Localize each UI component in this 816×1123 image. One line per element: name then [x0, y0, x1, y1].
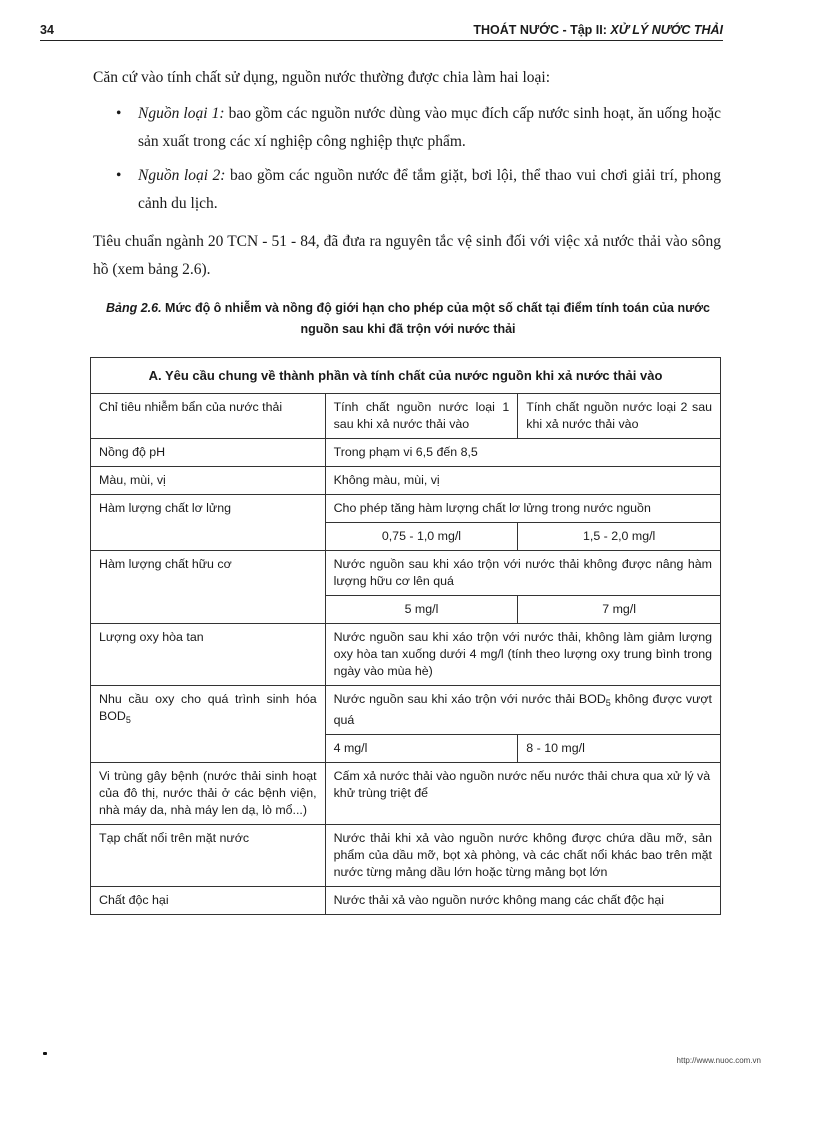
table-row: [91, 495, 721, 523]
footer-url: http://www.nuoc.com.vn: [676, 1056, 761, 1065]
bullet-icon: •: [116, 167, 122, 184]
table-caption: [93, 298, 723, 340]
bod-value-type1: 4 mg/l: [325, 735, 518, 763]
section-a-header: A. Yêu cầu chung về thành phần và tính chất của nước nguồn khi xả nước thải vào: [91, 358, 721, 394]
oxygen-value: Nước nguồn sau khi xáo trộn với nước thải, không làm giảm lượng oxy hòa tan xuống dưới 4 mg/l (tính theo lượng oxy trung bình trong ngày vào mùa hè): [325, 624, 720, 686]
bod-label-text: Nhu cầu oxy cho quá trình sinh hóa BOD: [99, 692, 317, 723]
float-value: Nước thải khi xả vào nguồn nước không được chứa dầu mỡ, sản phẩm của dầu mỡ, bọt xà phòng, và các chất nổi khác bao trên mặt nước từng mảng dầu lớn hoặc từng mảng bọt lớn: [325, 825, 720, 887]
organic-note: Nước nguồn sau khi xáo trộn với nước thải không được nâng hàm lượng hữu cơ lên quá: [325, 551, 720, 596]
table-caption-label: Bảng 2.6.: [106, 301, 162, 315]
organic-value-type1: 5 mg/l: [325, 596, 518, 624]
table-row: [91, 467, 721, 495]
intro-paragraph: Căn cứ vào tính chất sử dụng, nguồn nước thường được chia làm hai loại:: [93, 69, 551, 86]
table-row: [91, 551, 721, 596]
table-row: [91, 439, 721, 467]
column-header-indicator: Chỉ tiêu nhiễm bẩn của nước thải: [91, 394, 326, 439]
scan-speck: [43, 1052, 47, 1055]
bod-note-subscript: 5: [605, 698, 611, 708]
bullet-item: [116, 162, 721, 218]
bullet-icon: •: [116, 105, 122, 122]
standard-paragraph: Tiêu chuẩn ngành 20 TCN - 51 - 84, đã đưa ra nguyên tắc vệ sinh đối với việc xả nước thải vào sông hồ (xem bảng 2.6).: [93, 233, 721, 278]
bullet-list: [116, 100, 721, 224]
table-row: [91, 394, 721, 439]
suspended-value-type1: 0,75 - 1,0 mg/l: [325, 523, 518, 551]
bod-note-text: Nước nguồn sau khi xáo trộn với nước thải BOD: [333, 692, 606, 706]
suspended-note: Cho phép tăng hàm lượng chất lơ lửng trong nước nguồn: [325, 495, 720, 523]
table-row: [91, 358, 721, 394]
color-label: Màu, mùi, vị: [91, 467, 326, 495]
toxic-value: Nước thải xả vào nguồn nước không mang các chất độc hại: [325, 887, 720, 915]
running-title: [473, 23, 723, 37]
running-title-main: THOÁT NƯỚC - Tập II:: [473, 23, 611, 37]
oxygen-label: Lượng oxy hòa tan: [91, 624, 326, 686]
table-caption-text: Mức độ ô nhiễm và nồng độ giới hạn cho phép của một số chất tại điểm tính toán của nước nguồn sau khi đã trộn với nước thải: [161, 301, 710, 336]
bullet-text: bao gồm các nguồn nước để tắm giặt, bơi lội, thể thao vui chơi giải trí, phong cảnh du lịch.: [138, 167, 721, 212]
bod-note: [325, 686, 720, 735]
organic-value-type2: 7 mg/l: [518, 596, 721, 624]
bod-label-subscript: 5: [125, 715, 131, 725]
table-row: [91, 624, 721, 686]
suspended-label: Hàm lượng chất lơ lửng: [91, 495, 326, 551]
toxic-label: Chất độc hại: [91, 887, 326, 915]
germ-label: Vi trùng gây bệnh (nước thải sinh hoạt của đô thị, nước thải ở các bệnh viện, nhà máy da, nhà máy len dạ, lò mổ...): [91, 763, 326, 825]
color-value: Không màu, mùi, vị: [325, 467, 720, 495]
bullet-lead: Nguồn loại 1:: [138, 105, 225, 122]
ph-label: Nồng độ pH: [91, 439, 326, 467]
running-title-italic: XỬ LÝ NƯỚC THẢI: [610, 23, 723, 37]
bullet-text: bao gồm các nguồn nước dùng vào mục đích cấp nước sinh hoạt, ăn uống hoặc sản xuất trong các xí nghiệp công nghiệp thực phẩm.: [138, 105, 721, 150]
bullet-item: [116, 100, 721, 156]
pollution-limits-table: [90, 357, 721, 915]
page-header: [40, 20, 723, 41]
table-row: [91, 686, 721, 735]
germ-value: Cấm xả nước thải vào nguồn nước nếu nước thải chưa qua xử lý và khử trùng triệt để: [325, 763, 720, 825]
bod-label: [91, 686, 326, 763]
ph-value: Trong phạm vi 6,5 đến 8,5: [325, 439, 720, 467]
table-row: [91, 825, 721, 887]
column-header-type2: Tính chất nguồn nước loại 2 sau khi xả nước thải vào: [518, 394, 721, 439]
page-number: 34: [40, 23, 54, 37]
bod-value-type2: 8 - 10 mg/l: [518, 735, 721, 763]
column-header-type1: Tính chất nguồn nước loại 1 sau khi xả nước thải vào: [325, 394, 518, 439]
bullet-lead: Nguồn loại 2:: [138, 167, 226, 184]
suspended-value-type2: 1,5 - 2,0 mg/l: [518, 523, 721, 551]
table-row: [91, 763, 721, 825]
float-label: Tạp chất nổi trên mặt nước: [91, 825, 326, 887]
table-row: [91, 887, 721, 915]
organic-label: Hàm lượng chất hữu cơ: [91, 551, 326, 624]
bod-note-end: không được vượt quá: [333, 692, 712, 727]
